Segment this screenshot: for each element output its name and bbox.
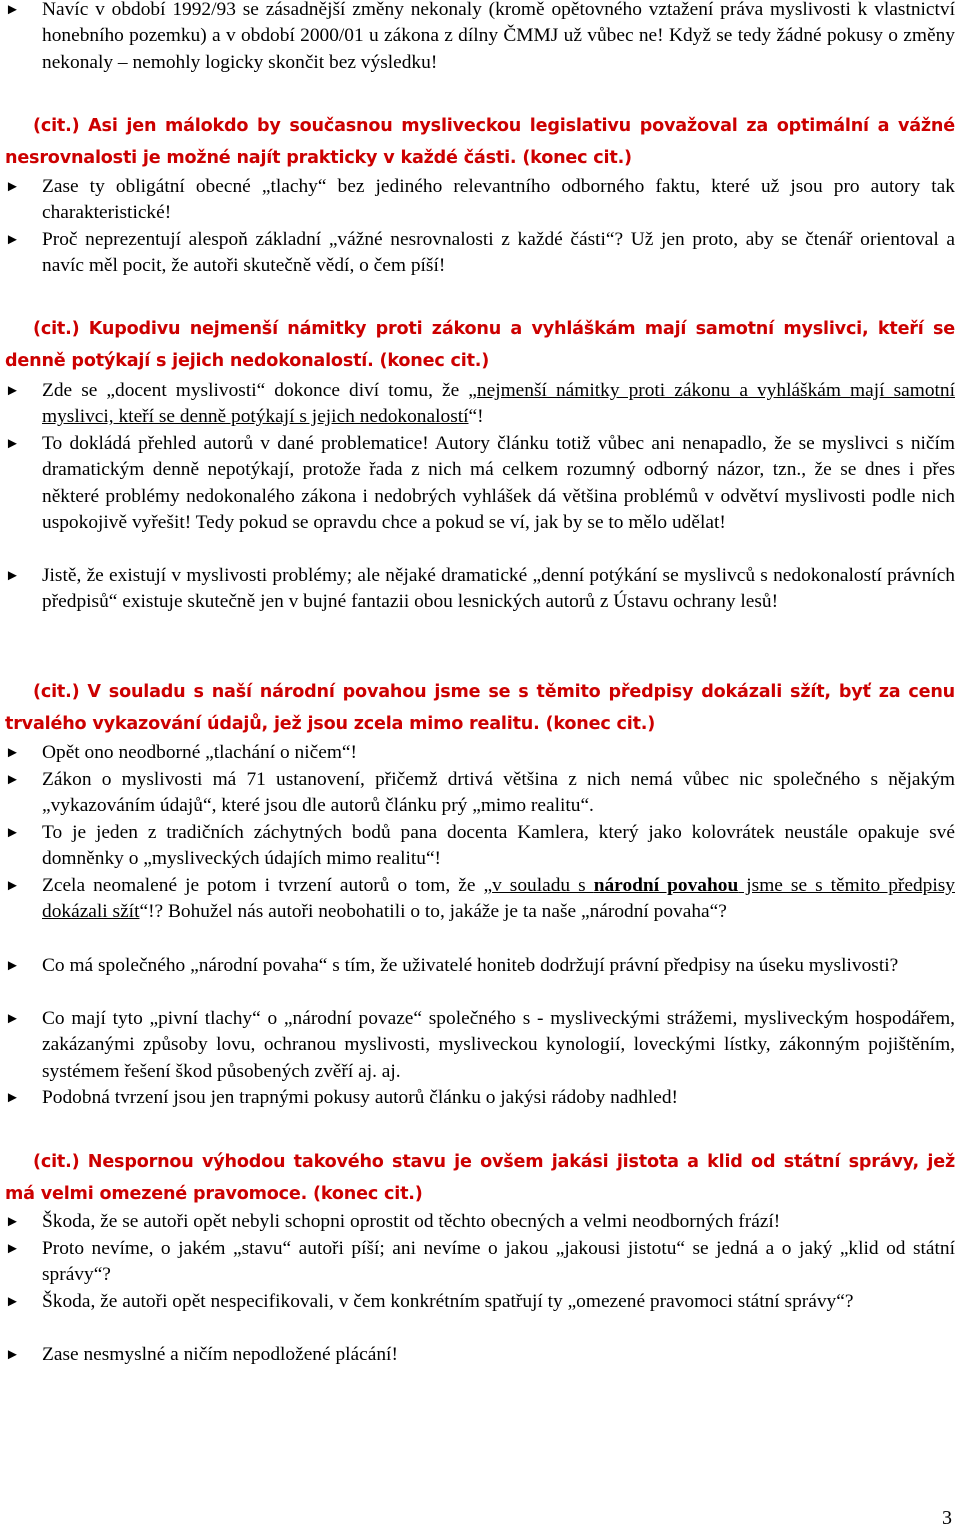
bullet-paragraph	[5, 1289, 955, 1315]
bullet-arrow-icon: ►	[5, 1347, 20, 1363]
paragraph-text: Opět ono neodborné „tlachání o ničem“!	[42, 742, 357, 763]
bullet-arrow-icon: ►	[5, 1241, 20, 1257]
underlined-quote: v souladu s národní povahou jsme se s těmito předpisy dokázali sžít	[42, 875, 955, 923]
page-number: 3	[942, 1507, 952, 1529]
bullet-arrow-icon: ►	[5, 745, 20, 761]
bullet-paragraph	[5, 1006, 955, 1085]
paragraph-text: Jistě, že existují v myslivosti problémy; ale nějaké dramatické „denní potýkání se myslivců s nedokonalostí právních předpisů“ existuje skutečně jen v bujné fantazii obou lesnických autorů z Ústavu ochrany lesů!	[42, 565, 955, 613]
paragraph-text: Zase nesmyslné a ničím nepodložené plácání!	[42, 1344, 398, 1365]
bullet-paragraph	[5, 740, 955, 766]
bullet-paragraph	[5, 378, 955, 431]
paragraph-text: Zase ty obligátní obecné „tlachy“ bez jediného relevantního odborného faktu, které už jsou pro autory tak charakteristické!	[42, 176, 955, 224]
bullet-arrow-icon: ►	[5, 383, 20, 399]
paragraph-text: To dokládá přehled autorů v dané problematice! Autory článku totiž vůbec ani nenapadlo, že se myslivci s ničím dramatickým denně nepotýkají, protože řada z nich má celkem rozumný odborný názor, tzn., že se dnes i přes některé problémy nedokonalého zákona i nedobrých vyhlášek dá většina problémů v odvětví myslivosti podle nich uspokojivě vyřešit! Tedy pokud se opravdu chce a pokud se ví, jak by se to mělo udělat!	[42, 433, 955, 534]
citation-text: (cit.) V souladu s naší národní povahou jsme se s těmito předpisy dokázali sžít, byť za cenu trvalého vykazování údajů, jež jsou zcela mimo realitu. (konec cit.)	[5, 682, 955, 734]
bullet-arrow-icon: ►	[5, 1090, 20, 1106]
paragraph-text: Zcela neomalené je potom i tvrzení autorů o tom, že „v souladu s národní povahou jsme se s těmito předpisy dokázali sžít“!? Bohužel nás autoři neobohatili o to, jakáže je ta naše „národní povaha“?	[42, 875, 955, 923]
bullet-paragraph	[5, 1236, 955, 1289]
paragraph-text: Proč neprezentují alespoň základní „vážné nesrovnalosti z každé části“? Už jen proto, aby se čtenář orientoval a navíc měl pocit, že autoři skutečně vědí, o čem píší!	[42, 229, 955, 277]
bullet-paragraph	[5, 1342, 955, 1368]
paragraph-text: Co mají tyto „pivní tlachy“ o „národní povaze“ společného s - mysliveckými strážemi, mysliveckým hospodářem, zakázanými způsoby lovu, ochranou myslivosti, mysliveckou kynologií, loveckými lístky, zákonným pojištěním, systémem řešení škod působených zvěří aj. aj.	[42, 1008, 955, 1082]
bullet-arrow-icon: ►	[5, 1214, 20, 1230]
bullet-paragraph	[5, 873, 955, 926]
bullet-arrow-icon: ►	[5, 568, 20, 584]
paragraph-text: Škoda, že autoři opět nespecifikovali, v čem konkrétním spatřují ty „omezené pravomoci státní správy“?	[42, 1291, 854, 1312]
bullet-arrow-icon: ►	[5, 958, 20, 974]
bullet-arrow-icon: ►	[5, 878, 20, 894]
citation-text: (cit.) Kupodivu nejmenší námitky proti zákonu a vyhláškám mají samotní myslivci, kteří se denně potýkají s jejich nedokonalostí. (konec cit.)	[5, 319, 955, 371]
citation-quote	[5, 1146, 955, 1210]
paragraph-text: Co má společného „národní povaha“ s tím, že uživatelé honiteb dodržují právní předpisy na úseku myslivosti?	[42, 955, 899, 976]
paragraph-text: Podobná tvrzení jsou jen trapnými pokusy autorů článku o jakýsi rádoby nadhled!	[42, 1087, 678, 1108]
citation-quote	[5, 313, 955, 377]
bullet-arrow-icon: ►	[5, 825, 20, 841]
bullet-paragraph	[5, 953, 955, 979]
bullet-paragraph	[5, 767, 955, 820]
paragraph-text: Navíc v období 1992/93 se zásadnější změny nekonaly (kromě opětovného vztažení práva myslivosti k vlastnictví honebního pozemku) a v období 2000/01 u zákona z dílny ČMMJ už vůbec ne! Když se tedy žádné pokusy o změny nekonaly – nemohly logicky skončit bez výsledku!	[42, 0, 955, 73]
bullet-paragraph	[5, 174, 955, 227]
underlined-quote: nejmenší námitky proti zákonu a vyhláškám mají samotní myslivci, kteří se denně potýkají s jejich nedokonalostí	[42, 380, 955, 428]
bullet-paragraph	[5, 431, 955, 537]
citation-text: (cit.) Asi jen málokdo by současnou mysliveckou legislativu považoval za optimální a vážné nesrovnalosti je možné najít prakticky v každé části. (konec cit.)	[5, 116, 955, 168]
bullet-paragraph	[5, 0, 955, 76]
bullet-paragraph	[5, 563, 955, 616]
paragraph-text: Škoda, že se autoři opět nebyli schopni oprostit od těchto obecných a velmi neodborných frází!	[42, 1211, 781, 1232]
bullet-arrow-icon: ►	[5, 436, 20, 452]
paragraph-text: Proto nevíme, o jakém „stavu“ autoři píší; ani nevíme o jakou „jakousi jistotu“ se jedná a o jaký „klid od státní správy“?	[42, 1238, 955, 1286]
bullet-paragraph	[5, 820, 955, 873]
paragraph-text: Zákon o myslivosti má 71 ustanovení, přičemž drtivá většina z nich nemá vůbec nic společného s nějakým „vykazováním údajů“, které jsou dle autorů článku prý „mimo realitu“.	[42, 769, 955, 817]
bullet-arrow-icon: ►	[5, 772, 20, 788]
bullet-arrow-icon: ►	[5, 2, 20, 18]
bullet-paragraph	[5, 1085, 955, 1111]
bullet-paragraph	[5, 1209, 955, 1235]
citation-quote	[5, 110, 955, 174]
bullet-arrow-icon: ►	[5, 1294, 20, 1310]
bullet-arrow-icon: ►	[5, 179, 20, 195]
citation-quote	[5, 676, 955, 740]
bullet-arrow-icon: ►	[5, 1011, 20, 1027]
bullet-arrow-icon: ►	[5, 232, 20, 248]
paragraph-text: Zde se „docent myslivosti“ dokonce diví tomu, že „nejmenší námitky proti zákonu a vyhláškám mají samotní myslivci, kteří se denně potýkají s jejich nedokonalostí“!	[42, 380, 955, 428]
citation-text: (cit.) Nespornou výhodou takového stavu je ovšem jakási jistota a klid od státní správy, jež má velmi omezené pravomoce. (konec cit.)	[5, 1152, 955, 1204]
paragraph-text: To je jeden z tradičních záchytných bodů pana docenta Kamlera, který jako kolovrátek neustále opakuje své domněnky o „mysliveckých údajích mimo realitu“!	[42, 822, 955, 870]
bullet-paragraph	[5, 227, 955, 280]
